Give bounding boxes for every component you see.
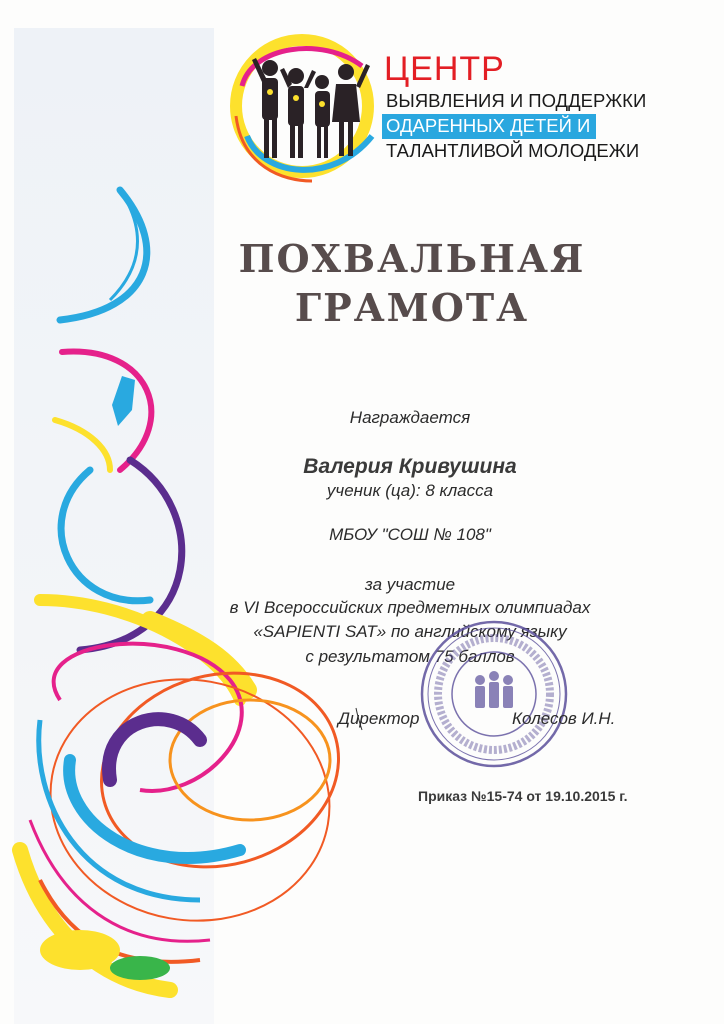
- swirl-yellow-small: [55, 420, 110, 470]
- swirl-blue-mid: [61, 470, 150, 601]
- logo-line-3: ТАЛАНТЛИВОЙ МОЛОДЕЖИ: [386, 140, 640, 161]
- body-line-1: за участие: [364, 575, 456, 594]
- order-reference: Приказ №15-74 от 19.10.2015 г.: [418, 788, 628, 804]
- logo-title: ЦЕНТР: [384, 50, 505, 88]
- round-seal-stamp-icon: [414, 614, 574, 774]
- swirl-purple-thick: [109, 719, 200, 780]
- certificate-title-line-1: ПОХВАЛЬНАЯ: [238, 236, 586, 281]
- school-line: МБОУ "СОШ № 108": [329, 525, 491, 544]
- grade-line: ученик (ца): 8 класса: [326, 481, 494, 500]
- director-name: Колесов И.Н.: [512, 709, 616, 728]
- ring-orange-3: [170, 700, 330, 820]
- director-label: Директор: [338, 709, 420, 728]
- logo-line-1: ВЫЯВЛЕНИЯ И ПОДДЕРЖКИ: [386, 90, 647, 111]
- body-line-2: в VI Всероссийских предметных олимпиадах: [229, 598, 591, 617]
- certificate-title-line-2: ГРАМОТА: [294, 285, 530, 330]
- green-blob: [110, 956, 170, 980]
- yellow-blob: [40, 930, 120, 970]
- blue-shard: [112, 376, 135, 426]
- recipient-name: Валерия Кривушина: [303, 455, 517, 478]
- children-silhouettes-icon: [222, 26, 382, 186]
- body-line-4: с результатом 75 баллов: [305, 647, 515, 666]
- awarded-label: Награждается: [349, 408, 471, 427]
- body-line-3: «SAPIENTI SAT» по английскому языку: [253, 622, 567, 641]
- swirl-blue-bottom: [69, 760, 240, 858]
- logo-line-2: ОДАРЕННЫХ ДЕТЕЙ И: [382, 114, 596, 139]
